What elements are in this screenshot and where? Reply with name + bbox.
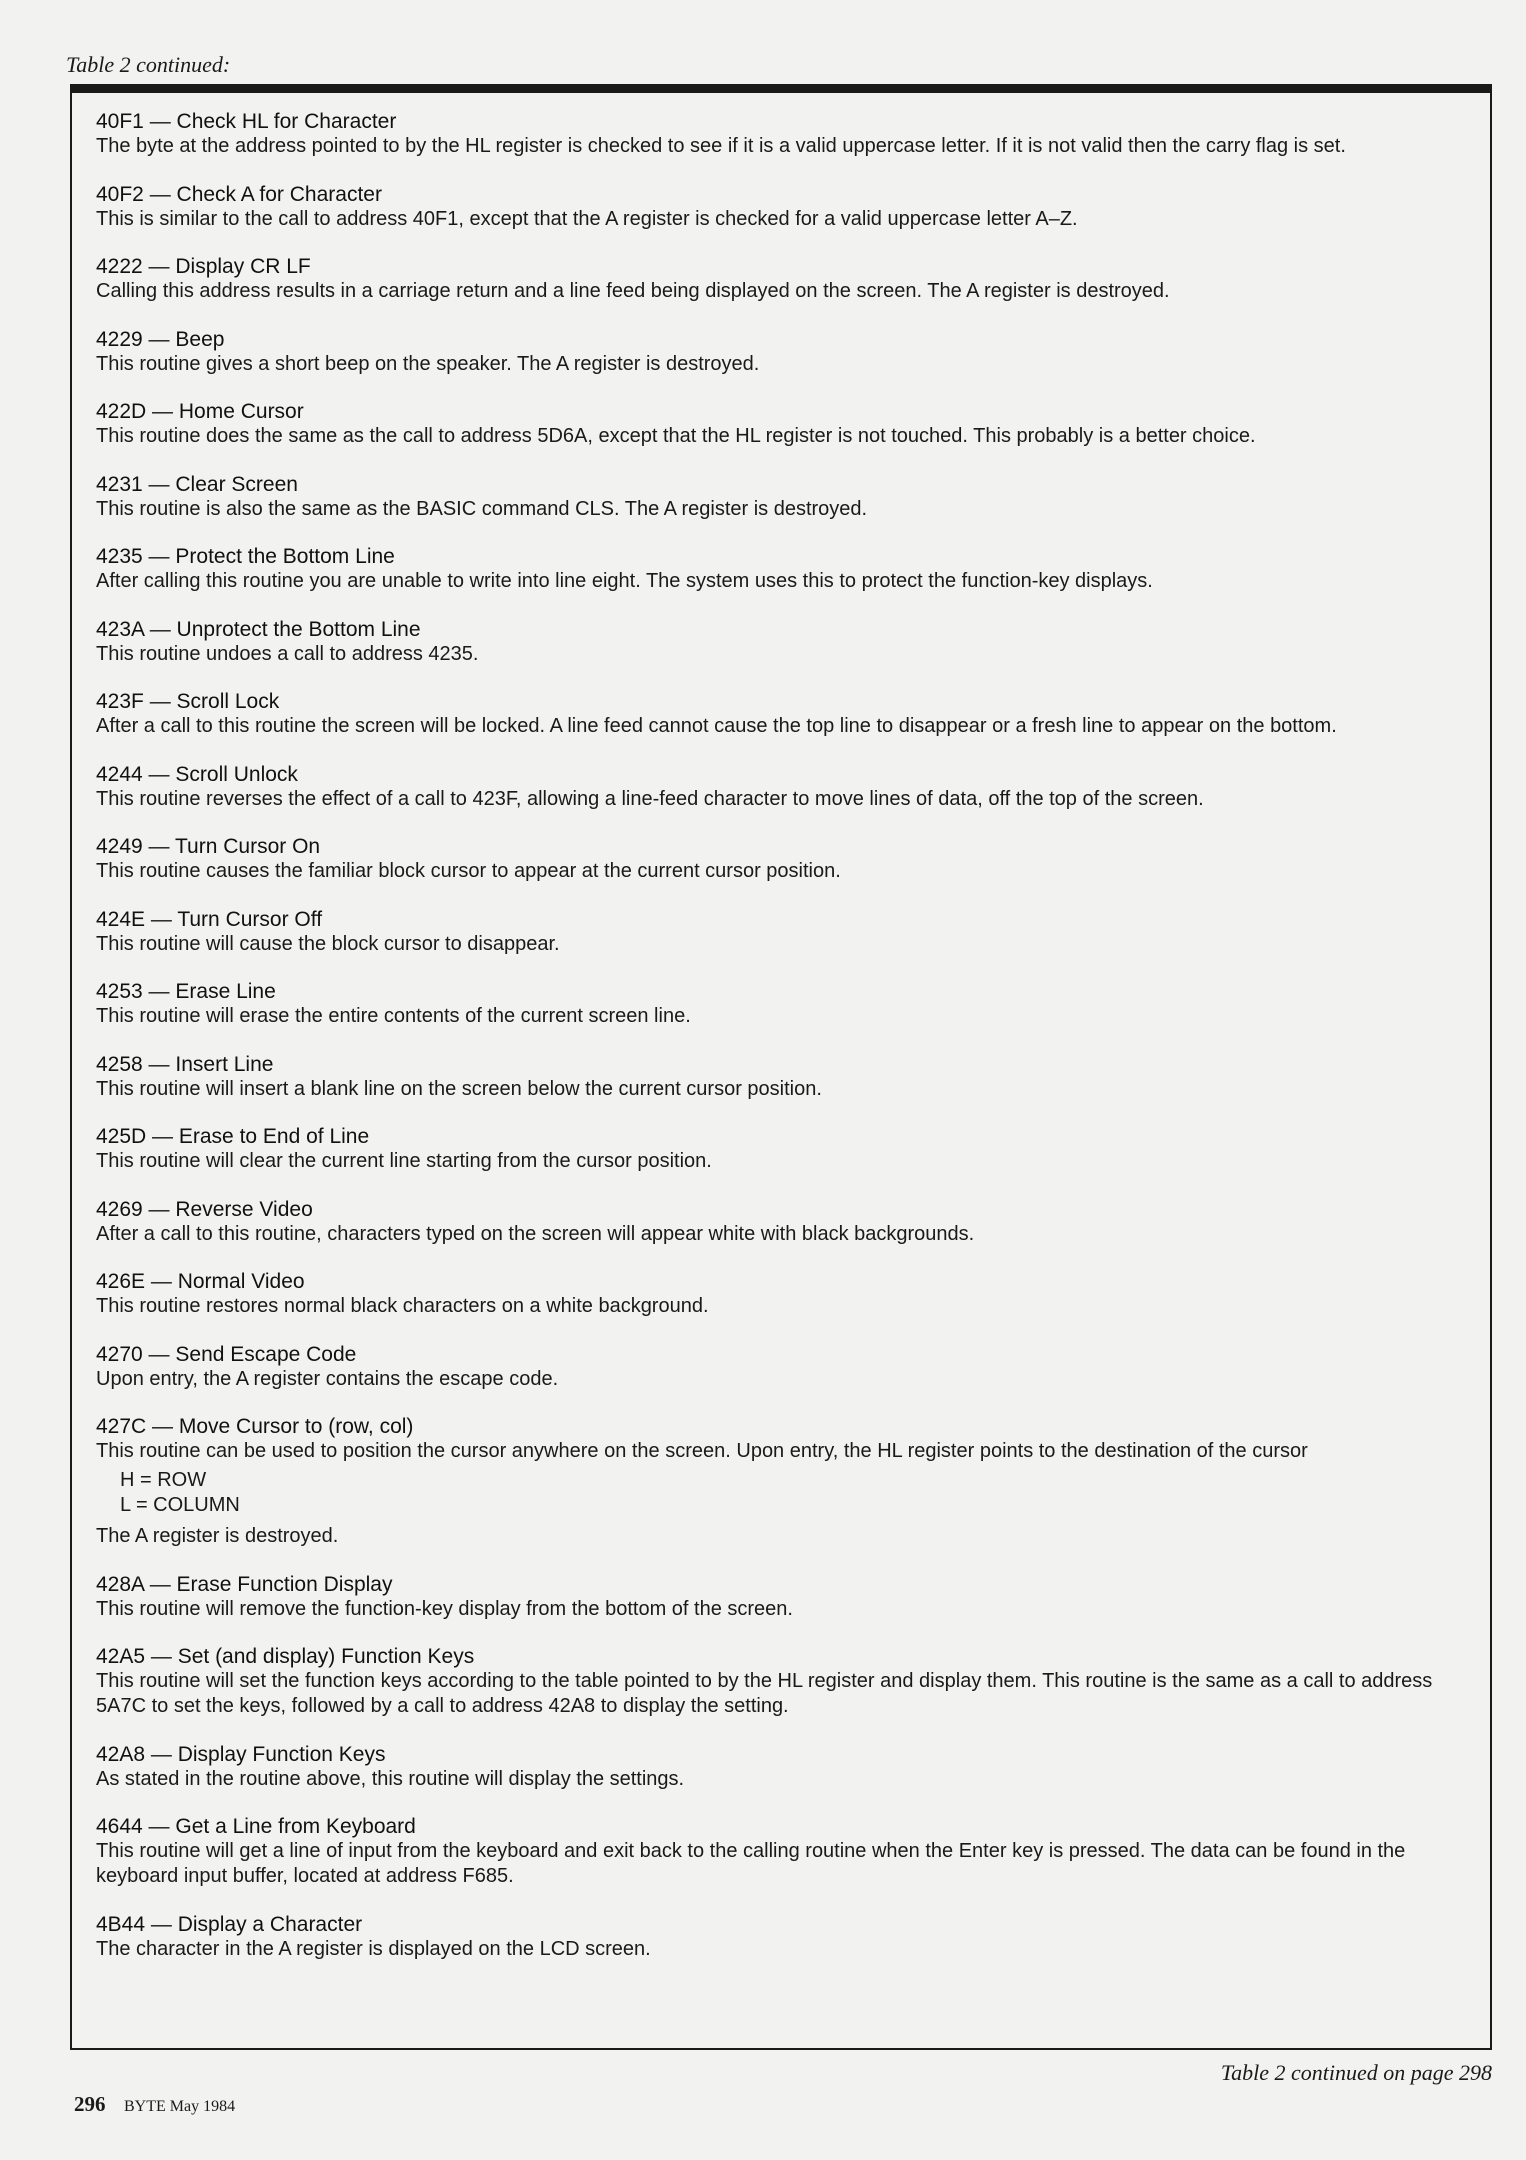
entry [96, 689, 1472, 739]
page-footer [74, 2092, 235, 2117]
entry [96, 617, 1472, 667]
entry-title: 423F — Scroll Lock [96, 690, 280, 713]
entry-description: This routine reverses the effect of a call to 423F, allowing a line-feed character to move lines of data, off the top of the screen. [96, 787, 1204, 810]
entry-description: This routine will insert a blank line on the screen below the current cursor position. [96, 1077, 822, 1100]
entry-description: This routine causes the familiar block cursor to appear at the current cursor position. [96, 860, 841, 882]
entry-description: This routine does the same as the call to address 5D6A, except that the HL register is not touched. This probably is a better choice. [96, 425, 1256, 447]
entry-description: This routine will get a line of input from the keyboard and exit back to the calling routine when the Enter key is pressed. The data can be found in the keyboard input buffer, located at address F685. [96, 1840, 1406, 1887]
entry-description: This routine gives a short beep on the speaker. The A register is destroyed. [96, 352, 760, 375]
entry-description: This routine will erase the entire contents of the current screen line. [96, 1005, 691, 1027]
register-l: L = COLUMN [120, 1494, 240, 1516]
entry [96, 907, 1472, 957]
entry-list [96, 109, 1472, 1984]
page-number: 296 [74, 2092, 106, 2116]
entry [96, 109, 1472, 159]
entry [96, 254, 1472, 304]
register-list [120, 1468, 1472, 1518]
entry [96, 1269, 1472, 1319]
entry [96, 472, 1472, 522]
entry [96, 327, 1472, 377]
entry-description: This routine will cause the block cursor to disappear. [96, 932, 560, 955]
entry [96, 762, 1472, 812]
magazine-issue: BYTE May 1984 [124, 2098, 236, 2115]
entry-title: 40F1 — Check HL for Character [96, 110, 397, 133]
entry-description: This routine can be used to position the cursor anywhere on the screen. Upon entry, the HL register points to the destination of the cursor [96, 1440, 1308, 1462]
entry-title: 425D — Erase to End of Line [96, 1125, 370, 1148]
entry-title: 422D — Home Cursor [96, 400, 304, 423]
entry [96, 1124, 1472, 1174]
entry-move-cursor [96, 1414, 1472, 1549]
entry [96, 544, 1472, 594]
entry-title: 4644 — Get a Line from Keyboard [96, 1815, 416, 1838]
entry [96, 834, 1472, 884]
entry-title: 4244 — Scroll Unlock [96, 762, 298, 786]
entry-description: The byte at the address pointed to by the HL register is checked to see if it is a valid uppercase letter. If it is not valid then the carry flag is set. [96, 135, 1346, 157]
entry-description: This routine is also the same as the BASIC command CLS. The A register is destroyed. [96, 497, 868, 520]
entry-title: 4231 — Clear Screen [96, 472, 298, 496]
entry-title: 4222 — Display CR LF [96, 255, 311, 278]
entry-description: After a call to this routine the screen will be locked. A line feed cannot cause the top line to disappear or a fresh line to appear on the bottom. [96, 715, 1337, 737]
entry-title: 4B44 — Display a Character [96, 1912, 363, 1936]
entry [96, 1342, 1472, 1392]
entry-title: 4270 — Send Escape Code [96, 1342, 357, 1366]
entry-title: 427C — Move Cursor to (row, col) [96, 1415, 414, 1438]
entry [96, 1052, 1472, 1102]
entry [96, 1644, 1472, 1719]
entry [96, 1814, 1472, 1889]
entry-description: After calling this routine you are unable to write into line eight. The system uses this to protect the function-key displays. [96, 570, 1153, 592]
table-caption-top: Table 2 continued: [66, 52, 231, 77]
entry-note: The A register is destroyed. [96, 1525, 339, 1547]
entry [96, 1197, 1472, 1247]
entry [96, 1572, 1472, 1622]
entry-description: This routine will clear the current line starting from the cursor position. [96, 1150, 712, 1172]
entry-title: 42A8 — Display Function Keys [96, 1742, 386, 1766]
entry-title: 42A5 — Set (and display) Function Keys [96, 1645, 475, 1668]
entry [96, 1912, 1472, 1962]
entry-description: This routine will set the function keys according to the table pointed to by the HL register and display them. This routine is the same as a call to address 5A7C to set the keys, followed by a call to address 42A8 to display the setting. [96, 1670, 1433, 1717]
entry-title: 4258 — Insert Line [96, 1052, 274, 1076]
entry-title: 428A — Erase Function Display [96, 1572, 393, 1596]
entry-description: This routine restores normal black characters on a white background. [96, 1295, 709, 1317]
entry-description: This is similar to the call to address 40F1, except that the A register is checked for a valid uppercase letter A–Z. [96, 207, 1078, 230]
entry-description: Upon entry, the A register contains the escape code. [96, 1367, 559, 1390]
entry-description: After a call to this routine, characters typed on the screen will appear white with black backgrounds. [96, 1222, 975, 1245]
routine-table [70, 84, 1492, 2050]
table-caption-bottom: Table 2 continued on page 298 [1220, 2060, 1492, 2085]
entry [96, 182, 1472, 232]
entry-description: The character in the A register is displayed on the LCD screen. [96, 1937, 651, 1960]
entry-title: 4253 — Erase Line [96, 980, 276, 1003]
entry-description: This routine will remove the function-key display from the bottom of the screen. [96, 1597, 793, 1620]
entry [96, 1742, 1472, 1792]
entry-description: As stated in the routine above, this routine will display the settings. [96, 1767, 685, 1790]
entry-title: 4235 — Protect the Bottom Line [96, 545, 395, 568]
register-h: H = ROW [120, 1469, 207, 1491]
entry-title: 4249 — Turn Cursor On [96, 835, 321, 858]
entry-title: 423A — Unprotect the Bottom Line [96, 617, 421, 641]
entry-description: Calling this address results in a carriage return and a line feed being displayed on the screen. The A register is destroyed. [96, 280, 1170, 302]
entry-description: This routine undoes a call to address 4235. [96, 642, 479, 665]
entry-title: 424E — Turn Cursor Off [96, 907, 323, 931]
entry [96, 979, 1472, 1029]
entry-title: 4269 — Reverse Video [96, 1197, 313, 1221]
entry-title: 40F2 — Check A for Character [96, 182, 382, 206]
entry-title: 4229 — Beep [96, 327, 225, 351]
entry [96, 399, 1472, 449]
entry-title: 426E — Normal Video [96, 1270, 305, 1293]
